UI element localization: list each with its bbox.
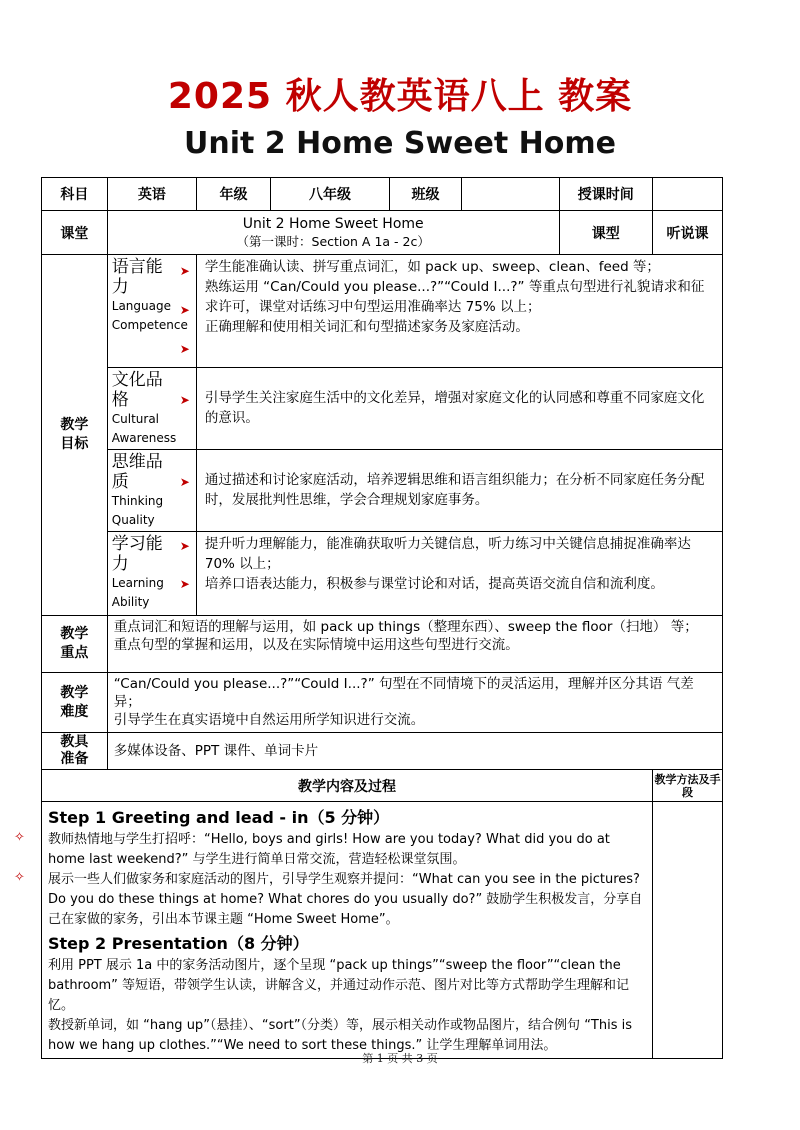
objective-category: 思维品质 Thinking Quality ➤ [107, 450, 196, 532]
objective-content: 通过描述和讨论家庭活动，培养逻辑思维和语言组织能力；在分析不同家庭任务分配时，发展批判性思维，学会合理规划家庭事务。 [196, 450, 722, 532]
key-points-content: 重点词汇和短语的理解与运用，如 pack up things（整理东西）、sweep the floor（扫地） 等； 重点句型的掌握和运用，以及在实际情境中运用这些句型进行交流。 [107, 616, 722, 673]
lesson-period: （第一课时：Section A 1a - 2c） [236, 233, 430, 249]
key-points-label: 教学重点 [42, 616, 108, 673]
step-1-para-2: 展示一些人们做家务和家庭活动的图片，引导学生观察并提问：“What can you see in the pictures? Do you do these things at home? What chores do you usually do?” 鼓励学生积极发言，分享自己在家做的家务，引出本节课主题 “Home Sweet Home”。 [48, 872, 643, 927]
key-points-row [42, 616, 723, 673]
step-1-para-1: 教师热情地与学生打招呼：“Hello, boys and girls! How are you today? What did you do at home last weekend?” 与学生进行简单日常交流，营造轻松课堂氛围。 [48, 832, 610, 867]
process-row [42, 802, 723, 1059]
diamond-icon: ✧ [14, 830, 25, 845]
difficulties-label: 教学难度 [42, 673, 108, 733]
difficulties-content: “Can/Could you please...?”“Could I...?” 句型在不同情境下的灵活运用，理解并区分其语 气差异； 引导学生在真实语境中自然运用所学知识进行交流。 [107, 673, 722, 733]
type-label: 课型 [559, 211, 652, 255]
grade-value: 八年级 [271, 178, 390, 211]
objective-content: 引导学生关注家庭生活中的文化差异，增强对家庭文化的认同感和尊重不同家庭文化的意识。 [196, 368, 722, 450]
process-content [42, 802, 653, 1059]
class-value [462, 178, 560, 211]
objective-category: 文化品格 Cultural Awareness ➤ [107, 368, 196, 450]
lesson-row [42, 211, 723, 255]
step-2-para-2: 教授新单词，如 “hang up”（悬挂）、“sort”（分类）等，展示相关动作或物品图片，结合例句 “This is how we hang up clothes.”“We need to sort these things.” 让学生理解单词用法。 [48, 1018, 633, 1053]
time-label: 授课时间 [559, 178, 652, 211]
process-header-row [42, 770, 723, 802]
lesson-title-cell [107, 211, 559, 255]
difficulties-row [42, 673, 723, 733]
objective-learning [42, 532, 723, 616]
objective-thinking [42, 450, 723, 532]
type-value: 听说课 [652, 211, 722, 255]
process-header: 教学内容及过程 [42, 770, 653, 802]
step-1-title: Step 1 Greeting and lead - in（5 分钟） [48, 808, 390, 827]
subject-label: 科目 [42, 178, 108, 211]
objective-category: 学习能力 Learning Ability ➤ ➤ [107, 532, 196, 616]
materials-row [42, 733, 723, 770]
unit-title: Unit 2 Home Sweet Home [184, 126, 616, 161]
grade-label: 年级 [196, 178, 270, 211]
objective-language [42, 255, 723, 368]
class-label: 班级 [389, 178, 461, 211]
objective-culture [42, 368, 723, 450]
time-value [652, 178, 722, 211]
method-header: 教学方法及手段 [652, 770, 722, 802]
step-2-para-1: 利用 PPT 展示 1a 中的家务活动图片，逐个呈现 “pack up things”“sweep the floor”“clean the bathroom” 等短语，带领学生认读，讲解含义，并通过动作示范、图片对比等方式帮助学生理解和记忆。 [48, 958, 630, 1013]
method-content [652, 802, 722, 1059]
step-2-title: Step 2 Presentation（8 分钟） [48, 934, 309, 953]
objective-content: 学生能准确认读、拼写重点词汇，如 pack up、sweep、clean、feed 等； 熟练运用 “Can/Could you please...?”“Could I...?” 等重点句型进行礼貌请求和征求许可，课堂对话练习中句型运用准确率达 75% 以上； 正确理解和使用相关词汇和句型描述家务及家庭活动。 [196, 255, 722, 368]
objectives-label: 教学目标 [42, 255, 108, 616]
materials-content: 多媒体设备、PPT 课件、单词卡片 [107, 733, 722, 770]
subject-value: 英语 [107, 178, 196, 211]
lesson-title: Unit 2 Home Sweet Home [242, 215, 424, 232]
info-row [42, 178, 723, 211]
page-footer: 第 1 页 共 3 页 [362, 1052, 438, 1065]
materials-label: 教具准备 [42, 733, 108, 770]
lesson-label: 课堂 [42, 211, 108, 255]
page-title: 2025 秋人教英语八上 教案 [167, 76, 633, 117]
lesson-plan-table [41, 177, 723, 1059]
diamond-icon: ✧ [14, 870, 25, 885]
objective-content: 提升听力理解能力，能准确获取听力关键信息，听力练习中关键信息捕捉准确率达 70% 以上； 培养口语表达能力，积极参与课堂讨论和对话，提高英语交流自信和流利度。 [196, 532, 722, 616]
objective-category: 语言能力 Language Competence ➤ ➤ ➤ [107, 255, 196, 368]
